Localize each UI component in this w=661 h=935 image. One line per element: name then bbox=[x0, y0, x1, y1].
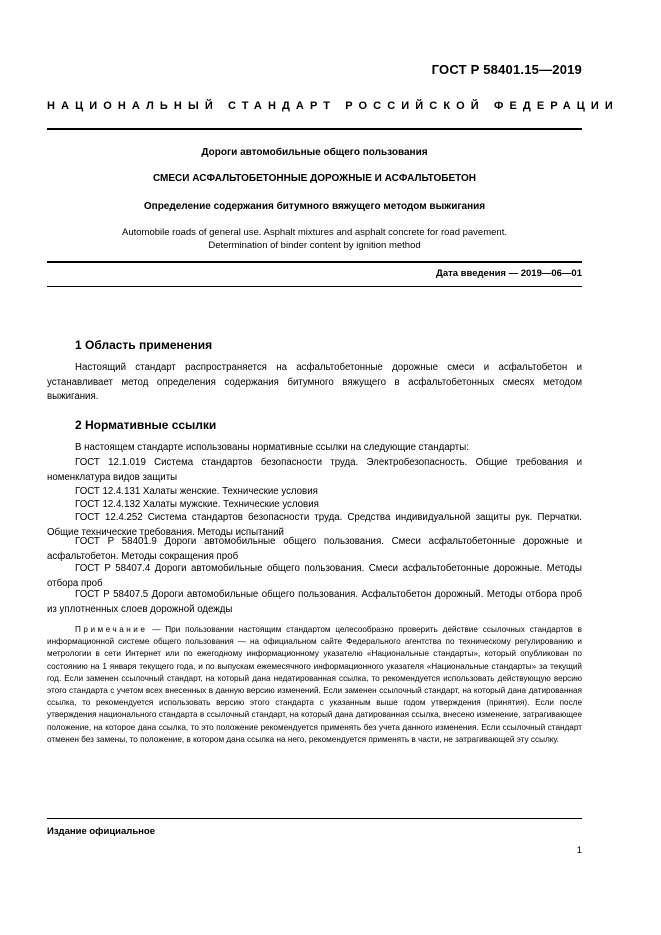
note-text: — При пользовании настоящим стандартом целесообразно проверить действие ссылочных стандартов в информационной системе общего пользования — на официальном сайте Федерального агентства по техническому регулированию и метрологии в сети Интернет или по ежегодному информационному указателю «Национальные стандарты», который опубликован по состоянию на 1 января текущего года, и по выпускам ежемесячного информационного указателя «Национальные стандарты» за текущий год. Если заменен ссылочный стандарт, на который дана недатированная ссылка, то рекомендуется использовать действующую версию этого стандарта с учетом всех внесенных в данную версию изменений. Если заменен ссылочный стандарт, на который дана датированная ссылка, то рекомендуется использовать версию этого стандарта с указанным выше годом утверждения (принятия). Если после утверждения национального стандарта в ссылочный стандарт, на который дана датированная ссылка, внесено изменение, затрагивающее положение, на которое дана ссылка, то это положение рекомендуется применять без учета данного изменения. Если ссылочный стандарт отменен без замены, то положение, в котором дана ссылка на него, рекомендуется применять в части, не затрагивающей эту ссылку. bbox=[47, 625, 582, 744]
reference-text: ГОСТ Р 58407.4 Дороги автомобильные общего пользования. Смеси асфальтобетонные дорожные. Методы отбора проб bbox=[47, 563, 582, 589]
section-1-paragraph bbox=[47, 361, 582, 405]
reference-text: ГОСТ 12.4.252 Система стандартов безопасности труда. Средства индивидуальной защиты рук. Перчатки. Общие технические требования. Методы испытаний bbox=[47, 512, 582, 538]
english-title-line-1: Automobile roads of general use. Asphalt mixtures and asphalt concrete for road pavement. bbox=[122, 227, 507, 238]
note-label: Примечание bbox=[75, 625, 148, 634]
reference-text: ГОСТ 12.1.019 Система стандартов безопасности труда. Электробезопасность. Общие требования и номенклатура видов защиты bbox=[47, 457, 582, 483]
section-2-intro bbox=[47, 441, 582, 456]
date-divider bbox=[47, 286, 582, 287]
introduction-date: Дата введения — 2019—06—01 bbox=[436, 268, 582, 279]
title-divider bbox=[47, 261, 582, 263]
reference-text: ГОСТ Р 58401.9 Дороги автомобильные общего пользования. Смеси асфальтобетонные дорожные и асфальтобетон. Методы сокращения проб bbox=[47, 536, 582, 562]
reference-item bbox=[47, 562, 582, 591]
national-standard-banner: НАЦИОНАЛЬНЫЙ СТАНДАРТ РОССИЙСКОЙ ФЕДЕРАЦИИ bbox=[47, 100, 619, 112]
reference-item bbox=[47, 456, 582, 485]
english-title-line-2: Determination of binder content by ignition method bbox=[208, 240, 421, 251]
top-divider bbox=[47, 128, 582, 130]
reference-item bbox=[47, 588, 582, 617]
reference-item bbox=[47, 535, 582, 564]
section-2-heading: 2 Нормативные ссылки bbox=[75, 418, 217, 432]
title-line-3: Определение содержания битумного вяжущего методом выжигания bbox=[143, 201, 486, 212]
title-line-2: СМЕСИ АСФАЛЬТОБЕТОННЫЕ ДОРОЖНЫЕ И АСФАЛЬТОБЕТОН bbox=[152, 173, 477, 184]
note-paragraph bbox=[47, 624, 582, 746]
reference-text: ГОСТ 12.4.132 Халаты мужские. Технические условия bbox=[75, 499, 319, 510]
reference-text: ГОСТ 12.4.131 Халаты женские. Технические условия bbox=[75, 486, 318, 497]
title-line-1: Дороги автомобильные общего пользования bbox=[201, 147, 428, 158]
section-1-heading: 1 Область применения bbox=[75, 338, 213, 352]
section-2-intro-text: В настоящем стандарте использованы нормативные ссылки на следующие стандарты: bbox=[75, 442, 469, 453]
standard-number: ГОСТ Р 58401.15—2019 bbox=[431, 62, 582, 77]
reference-text: ГОСТ Р 58407.5 Дороги автомобильные общего пользования. Асфальтобетон дорожный. Методы отбора проб из уплотненных слоев дорожной одежды bbox=[47, 589, 582, 615]
page-number: 1 bbox=[576, 845, 582, 856]
edition-label: Издание официальное bbox=[47, 826, 155, 837]
section-1-text: Настоящий стандарт распространяется на асфальтобетонные дорожные смеси и асфальтобетон и устанавливает метод определения содержания битумного вяжущего в асфальтобетонных смесях методом выжигания. bbox=[47, 362, 582, 402]
footer-divider bbox=[47, 818, 582, 819]
